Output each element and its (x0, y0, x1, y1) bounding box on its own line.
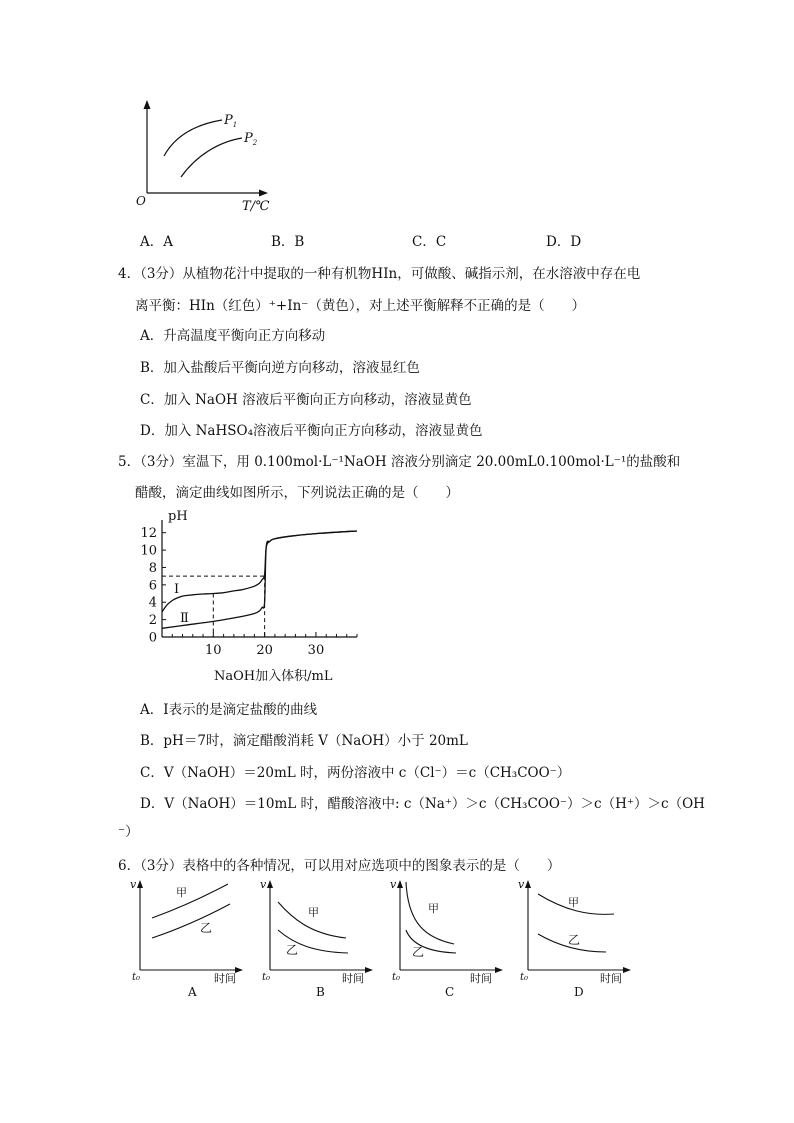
label-p2: $P_2$ (244, 131, 258, 147)
q5-option-b[interactable]: B．pH＝7时，滴定醋酸消耗 V（NaOH）小于 20mL (140, 733, 468, 749)
q6-graph-c[interactable] (390, 876, 510, 1000)
x-tick-label: 30 (307, 643, 325, 658)
q3-options (140, 230, 660, 250)
q6-b-y-label: v (260, 878, 267, 891)
q5-stem-line1: 5．（3分）室温下，用 0.100mol·L⁻¹NaOH 溶液分别滴定 20.00mL0.100mol·L⁻¹的盐酸和 (118, 454, 681, 470)
q6-b-x-arrow (365, 967, 373, 973)
q6-c-x-label: 时间 (470, 972, 492, 985)
q6-c-upper-label: 甲 (428, 902, 439, 915)
q6-d-y-arrow (525, 880, 531, 888)
q5-option-d[interactable]: D．V（NaOH）＝10mL 时，醋酸溶液中: c（Na⁺）＞c（CH₃COO⁻）＞c（H⁺）＞c（OH (140, 796, 705, 812)
q6-a-upper-label: 甲 (176, 886, 187, 899)
q6-graph-b[interactable] (260, 876, 380, 1000)
series-label-2: Ⅱ (180, 611, 189, 626)
series-label-1: Ⅰ (174, 582, 180, 597)
q6-graph-d[interactable] (518, 876, 638, 1000)
y-tick-label: 0 (148, 630, 157, 646)
y-tick-label: 2 (148, 613, 157, 629)
q6-b-origin: t₀ (262, 972, 271, 983)
y-tick-label: 6 (148, 578, 157, 594)
q6-c-y-arrow (397, 880, 403, 888)
q6-d-x-arrow (623, 967, 631, 973)
q4-option-c[interactable]: C．加入 NaOH 溶液后平衡向正方向移动，溶液显黄色 (140, 392, 472, 408)
q6-b-caption: B (316, 985, 325, 999)
q6-c-origin: t₀ (392, 972, 401, 983)
q6-stem-line1: 6．（3分）表格中的各种情况，可以用对应选项中的图象表示的是（ ） (118, 858, 561, 874)
q5-option-a[interactable]: A．Ⅰ表示的是滴定盐酸的曲线 (140, 702, 318, 718)
q6-b-x-label: 时间 (342, 972, 364, 985)
fig-p-y-arrow (144, 100, 151, 109)
q3-option-c[interactable]: C．C (412, 234, 447, 250)
q4-option-d[interactable]: D．加入 NaHSO₄溶液后平衡向正方向移动，溶液显黄色 (140, 423, 483, 439)
q6-b-y-arrow (267, 880, 273, 888)
q6-c-lower-label: 乙 (412, 945, 425, 959)
label-origin: O (136, 194, 146, 208)
q6-a-x-arrow (235, 967, 243, 973)
q6-d-upper-label: 甲 (568, 896, 579, 909)
q6-d-y-label: v (518, 878, 525, 891)
label-t-axis: T/℃ (242, 199, 270, 214)
q6-b-lower-label: 乙 (286, 943, 299, 957)
q6-graph-a[interactable] (130, 876, 250, 1000)
y-tick-label: 10 (140, 543, 157, 559)
series-line-2 (162, 531, 357, 628)
y-tick-label: 8 (148, 560, 157, 576)
q6-a-y-label: v (130, 878, 137, 891)
q3-option-b[interactable]: B．B (271, 234, 305, 250)
titration-chart (130, 504, 380, 689)
q4-stem-line2: 离平衡：HIn（红色）⁺+In⁻（黄色），对上述平衡解释不正确的是（ ） (135, 298, 586, 314)
q6-a-y-arrow (137, 880, 143, 888)
curve-p2 (181, 138, 242, 177)
q4-option-a[interactable]: A．升高温度平衡向正方向移动 (140, 328, 326, 344)
x-tick-label: 10 (205, 643, 222, 658)
q6-a-x-label: 时间 (214, 972, 236, 985)
q5-option-d-wrap: ⁻） (118, 824, 139, 840)
label-p1: $P_1$ (224, 113, 238, 129)
series-line-1 (162, 531, 357, 612)
q5-option-c[interactable]: C．V（NaOH）＝20mL 时，两份溶液中 c（Cl⁻）＝c（CH₃COO⁻） (140, 765, 571, 781)
y-tick-label: 4 (148, 595, 157, 611)
q6-a-lower-label: 乙 (200, 921, 213, 935)
q6-c-caption: C (445, 985, 455, 999)
fig-p-axes (147, 106, 262, 193)
q6-c-y-label: v (390, 878, 397, 891)
q3-option-d[interactable]: D．D (546, 234, 582, 250)
q4-option-b[interactable]: B．加入盐酸后平衡向逆方向移动，溶液显红色 (140, 360, 420, 376)
q6-a-origin: t₀ (132, 972, 141, 983)
chart-ylabel: pH (168, 509, 188, 524)
y-tick-label: 12 (140, 526, 157, 542)
q6-a-axes (140, 886, 238, 970)
chart-xlabel: NaOH加入体积/mL (214, 669, 333, 684)
q6-a-curve-lower (152, 904, 230, 938)
x-tick-label: 20 (256, 643, 273, 658)
q5-stem-line2: 醋酸，滴定曲线如图所示，下列说法正确的是（ ） (135, 485, 459, 501)
q6-a-caption: A (188, 985, 197, 999)
q6-d-lower-label: 乙 (568, 933, 581, 947)
q6-d-caption: D (574, 985, 584, 999)
q6-b-upper-label: 甲 (308, 906, 319, 919)
fig-p-x-arrow (259, 190, 268, 197)
q4-stem-line1: 4．（3分）从植物花汁中提取的一种有机物HIn，可做酸、碱指示剂，在水溶液中存在电 (118, 266, 641, 282)
curve-p1 (164, 120, 222, 156)
q6-a-curve-upper (152, 884, 228, 918)
q6-b-axes (270, 886, 368, 970)
q6-d-origin: t₀ (520, 972, 529, 983)
q6-c-x-arrow (495, 967, 503, 973)
pressure-temperature-figure (130, 98, 280, 216)
q3-option-a[interactable]: A．A (140, 234, 173, 250)
q6-d-x-label: 时间 (600, 972, 622, 985)
